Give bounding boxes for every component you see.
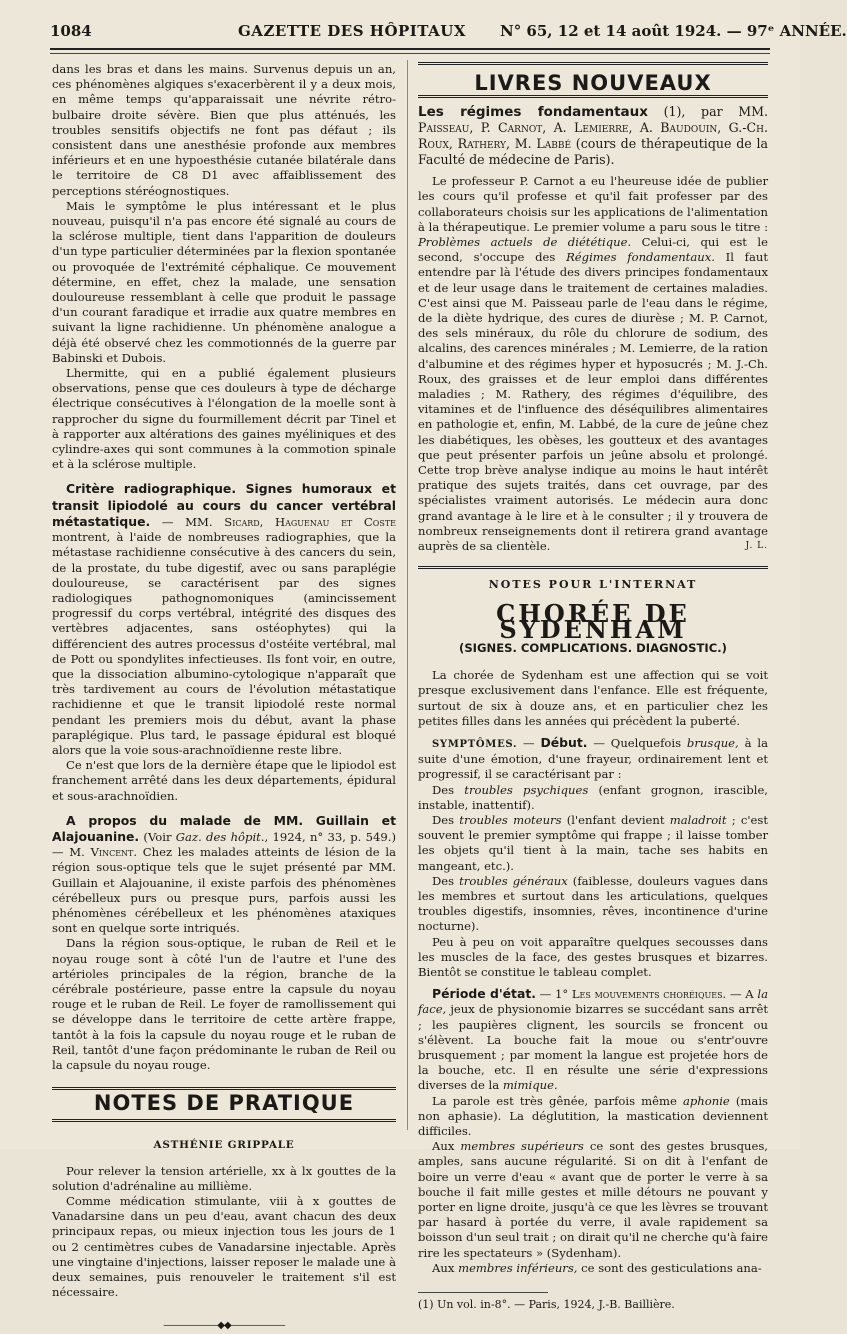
review-paragraph	[418, 174, 768, 554]
footnote: (1) Un vol. in-8°. — Paris, 1924, J.-B. Baillière.	[418, 1298, 675, 1312]
asthenie-title: ASTHÉNIE GRIPPALE	[153, 1139, 295, 1152]
text: (l'enfant devient	[561, 812, 670, 827]
journal-title: GAZETTE DES HÔPITAUX	[238, 22, 467, 40]
italic-text: Régimes fondamentaux.	[566, 250, 715, 265]
section-body: Chez les malades atteints de lésion de la région sous-optique tels que le sujet présenté par MM. Guillain et Alajouanine, il existe parfois des phénomènes cérébelleux purs ou presque purs, parfois aussi les phénomènes cérébelleux et les phénomènes ataxiques sont en quelque sorte intriqués.	[52, 845, 396, 936]
text: Il faut entendre par là l'étude des divers principes fondamentaux et de leur usage dans le traitement de certaines maladies. C'est ainsi que M. Paisseau parle de l'eau dans le régime, de la diète hydrique, des cures de diurèse ; M. P. Carnot, des sels minéraux, du rôle du chlorure de sodium, des alcalins, des carences minérales ; M. Lemierre, de la ration d'albumine et des régimes hyper et hyposucrés ; M. J.-Ch. Roux, des graisses et de leur emploi dans différentes maladies ; M. Rathery, des régimes d'équilibre, des vitamines et de l'influence des déséquilibres alimentaires en pathologie et, enfin, M. Labbé, de la cure de jeûne chez les diabétiques, les obèses, les goutteux et des avantages que peut présenter parfois un jeûne absolu et prolongé. Cette trop brève analyse indique au moins le haut intérêt pratique des sujets traités, dans cet ouvrage, par des spécialistes vraiment autorisés. Le médecin aura donc grand avantage à le lire et à le consulter ; il y trouvera de nombreux renseignements dont il retirera grand avantage auprès de sa clientèle.	[418, 250, 768, 554]
book-tail: (cours de thérapeutique de la Faculté de médecine de Paris).	[418, 136, 768, 168]
text: (mais non aphasie). La déglutition, la mastication deviennent difficiles.	[418, 1093, 768, 1138]
text: ce sont des gesticulations ana-	[577, 1260, 762, 1275]
heading-text: NOTES DE PRATIQUE	[93, 1091, 355, 1116]
italic-text: aphonie	[682, 1093, 730, 1108]
paragraph	[418, 1261, 768, 1276]
paragraph	[418, 1094, 768, 1140]
author: Vincent.	[90, 845, 138, 860]
choree-title: CHORÉE DE SYDENHAM	[496, 599, 690, 644]
text: (enfant grognon, irascible, instable, inattentif).	[418, 782, 768, 812]
book-title: Les régimes fondamentaux	[418, 104, 648, 121]
book-note: (1), par MM.	[647, 104, 768, 120]
italic-text: brusque,	[686, 735, 739, 750]
label: SYMPTÔMES.	[432, 738, 518, 750]
smallcaps-text: Les mouvements choréiques.	[571, 987, 727, 1002]
text: (faiblesse, douleurs vagues dans les membres et surtout dans les articulations, quelques troubles digestifs, insomnies, rêves, incontinence d'urine nocturne).	[418, 873, 768, 934]
section-title: Critère radiographique. Signes humoraux et transit lipiodolé au cours du cancer vertébral métastatique.	[52, 481, 396, 529]
section-body: montrent, à l'aide de nombreuses radiographies, que la métastase rachidienne consécutive à des cancers du sein, de la prostate, du tube digestif, avec ou sans paraplégie douloureuse, se caractérisent par des signes radiologiques pathognomoniques (amincissement progressif du corps vertébral, intégrité des disques des vertèbres adjacentes, sans ostéophytes) qui la différencient des autres processus d'ostéite vertébral, mal de Pott ou spondylites infectieuses. Ils font voir, en outre, que la dissociation albumino-cytologique n'apparaît que très tardivement au cours de l'évolution métastatique rachidienne et que le transit lipiodolé reste normal pendant les premiers mois du début, avant la phase paraplégique. Plus tard, le passage épidural est bloqué alors que la voie sous-arachnoïdienne reste libre.	[52, 530, 396, 757]
text: Aux	[432, 1260, 459, 1275]
reference-open: (Voir	[139, 829, 176, 844]
paragraph: Comme médication stimulante, viii à x gouttes de Vanadarsine dans un peu d'eau, avant chacun des deux principaux repas, ou mieux injection tous les jours de 1 ou 2 centimètres cubes de Vanadarsine injectable. Après une vingtaine d'injections, laisser reposer le malade une à deux semaines, puis renouveler le traitement s'il est nécessaire.	[52, 1194, 396, 1300]
paragraph: Lhermitte, qui en a publié également plusieurs observations, pense que ces douleurs à type de décharge électrique consécutives à l'élongation de la moelle sont à rapprocher du signe du fourmillement décrit par Tinel et à rapporter aux altérations des gaines myéliniques et des cylindre-axes qui sont communes à la commotion spinale et à la sclérose multiple.	[52, 366, 396, 472]
periode-etat-paragraph	[418, 986, 768, 1093]
separator: —	[150, 514, 186, 529]
section-rule	[418, 566, 768, 569]
paragraph: Pour relever la tension artérielle, xx à lx gouttes de la solution d'adrénaline au millième.	[52, 1163, 396, 1193]
header-rule-thin	[50, 53, 770, 54]
issue-info: N° 65, 12 et 14 août 1924. — 97ᵉ ANNÉE.	[500, 22, 847, 40]
paragraph: Ce n'est que lors de la dernière étape que le lipiodol est franchement arrêté dans les deux départements, épidural et sous-arachnoïdien.	[52, 758, 396, 803]
left-column	[52, 62, 396, 1334]
page-header	[40, 12, 847, 52]
text: à la suite d'une émotion, d'une frayeur, ordinairement lent et progressif, il se caractérisant par :	[418, 735, 768, 782]
livres-rule	[418, 62, 768, 65]
text: Le professeur P. Carnot a eu l'heureuse idée de publier les cours qu'il professe et qu'il fait professer par des collaborateurs choisis sur les applications de l'alimentation à la thérapeutique. Le premier volume a paru sous le titre :	[418, 174, 768, 234]
text: Des	[432, 782, 465, 797]
text: jeux de physionomie bizarres se succédant sans arrêt ; les paupières clignent, les sourcils se froncent ou s'élèvent. La bouche fait la moue ou s'entr'ouvre brusquement ; par moment la langue est projetée hors de la bouche, etc. Il en résulte une série d'expressions diverses de la	[418, 1002, 768, 1093]
text: ce sont des gestes brusques, amples, sans aucune régularité. Si on dit à l'enfant de boire un verre d'eau « avant que de porter le verre à sa bouche il fait mille gestes et mille détours ne pouvant y porter en ligne droite, jusqu'à ce que les lèvres se trouvant par hasard à portée du verre, il avale rapidement sa boisson d'un seul trait ; on dirait qu'il ne cherche qu'à faire rire les spectateurs » (Sydenham).	[418, 1139, 768, 1260]
text: — A	[726, 987, 758, 1002]
notes-pratique-heading	[52, 1087, 396, 1122]
right-column	[418, 62, 768, 1312]
italic-text: Problèmes actuels de diététique.	[418, 235, 632, 250]
text: Aux	[432, 1139, 461, 1154]
text: Des	[432, 812, 460, 827]
book-authors: Paisseau, P. Carnot, A. Lemierre, A. Baudouin, G.-Ch. Roux, Rathery, M. Labbé	[418, 120, 768, 152]
paragraph	[418, 783, 768, 813]
footnote-rule	[418, 1292, 548, 1293]
italic-text: la face,	[418, 987, 768, 1017]
separator: —	[517, 735, 541, 750]
symptomes-paragraph	[418, 735, 768, 783]
italic-text: maladroit	[669, 812, 727, 827]
italic-text: troubles moteurs	[459, 812, 562, 827]
paragraph: dans les bras et dans les mains. Survenus depuis un an, ces phénomènes algiques s'exacerbèrent il y a deux mois, en même temps qu'apparaissait une névrite rétro-bulbaire droite sévère. Bien que plus atténués, les troubles sensitifs objectifs ne font pas défaut ; ils consistent dans une anesthésie profonde aux membres inférieurs et en une hypoesthésie cutanée bilatérale dans le territoire de C8 D1 avec affaiblissement des perceptions stéréognostiques.	[52, 62, 396, 198]
paragraph	[418, 813, 768, 874]
column-divider	[407, 60, 408, 1130]
italic-text: troubles généraux	[459, 873, 568, 888]
reference-rest: , 1924, n° 33, p. 549.) — M.	[52, 829, 397, 860]
text: La parole est très gênée, parfois même	[432, 1093, 683, 1108]
livres-heading: LIVRES NOUVEAUX	[418, 73, 768, 98]
paragraph	[418, 874, 768, 935]
reference-journal: Gaz. des hôpit.	[175, 829, 265, 844]
paragraph: Peu à peu on voit apparaître quelques secousses dans les muscles de la face, des gestes brusques et bizarres. Bientôt se constitue le tableau complet.	[418, 934, 768, 979]
text: — 1°	[535, 987, 572, 1002]
paragraph	[418, 1139, 768, 1261]
paragraph: La chorée de Sydenham est une affection qui se voit presque exclusivement dans l'enfance. Elle est fréquente, surtout de six à douze ans, et en particulier chez les petites filles dans les années qui précèdent la puberté.	[418, 668, 768, 728]
text: ; c'est souvent le premier symptôme qui frappe ; il laisse tomber les objets qu'il tient à la main, tache ses habits en mangeant, etc.).	[418, 812, 768, 873]
header-rule	[50, 48, 770, 50]
notes-internat-heading: NOTES POUR L'INTERNAT	[488, 578, 698, 592]
italic-text: membres supérieurs	[460, 1139, 584, 1154]
paragraph: Dans la région sous-optique, le ruban de Reil et le noyau rouge sont à côté l'un de l'autre et l'une des artérioles principales de la région, branche de la cérébrale postérieure, passe entre la capsule du noyau rouge et le ruban de Reil. Le foyer de ramollissement qui se développe dans le territoire de cette artère frappe, tantôt à la fois la capsule du noyau rouge et le ruban de Reil, tantôt d'une façon prédominante le ruban de Reil ou la capsule du noyau rouge.	[52, 936, 396, 1072]
section-radiographic	[52, 481, 396, 758]
ornament-divider: ——————◆◆——————	[163, 1320, 285, 1332]
section-guillain	[52, 813, 396, 937]
italic-text: troubles psychiques	[464, 782, 589, 797]
subheading: Début.	[540, 734, 588, 750]
text: Des	[432, 873, 460, 888]
book-heading	[418, 104, 768, 168]
section-title: A propos du malade de MM. Guillain et Alajouanine.	[52, 812, 396, 844]
authors: MM. Sicard, Haguenau et Coste	[185, 514, 396, 529]
italic-text: membres inférieurs,	[458, 1260, 578, 1275]
italic-text: mimique.	[502, 1078, 558, 1093]
text: Celui-ci, qui est le second, s'occupe des	[418, 235, 768, 265]
paragraph: Mais le symptôme le plus intéressant et le plus nouveau, puisqu'il n'a pas encore été signalé au cours de la sclérose multiple, tient dans l'apparition de douleurs d'un type particulier déterminées par la flexion spontanée ou provoquée de l'extrémité céphalique. Ce mouvement détermine, en effet, chez la malade, une sensation douloureuse ressemblant à celle que produit le passage d'un courant faradique et irradie aux quatre membres en suivant la ligne rachidienne. Un phénomène analogue a déjà été observé chez les commotionnés de la guerre par Babinski et Dubois.	[52, 198, 396, 365]
choree-subtitle: (SIGNES. COMPLICATIONS. DIAGNOSTIC.)	[459, 640, 727, 655]
page-number: 1084	[50, 22, 92, 40]
text: — Quelquefois	[587, 735, 687, 750]
review-signature: J. L.	[745, 541, 768, 552]
subheading: Période d'état.	[432, 986, 536, 1002]
